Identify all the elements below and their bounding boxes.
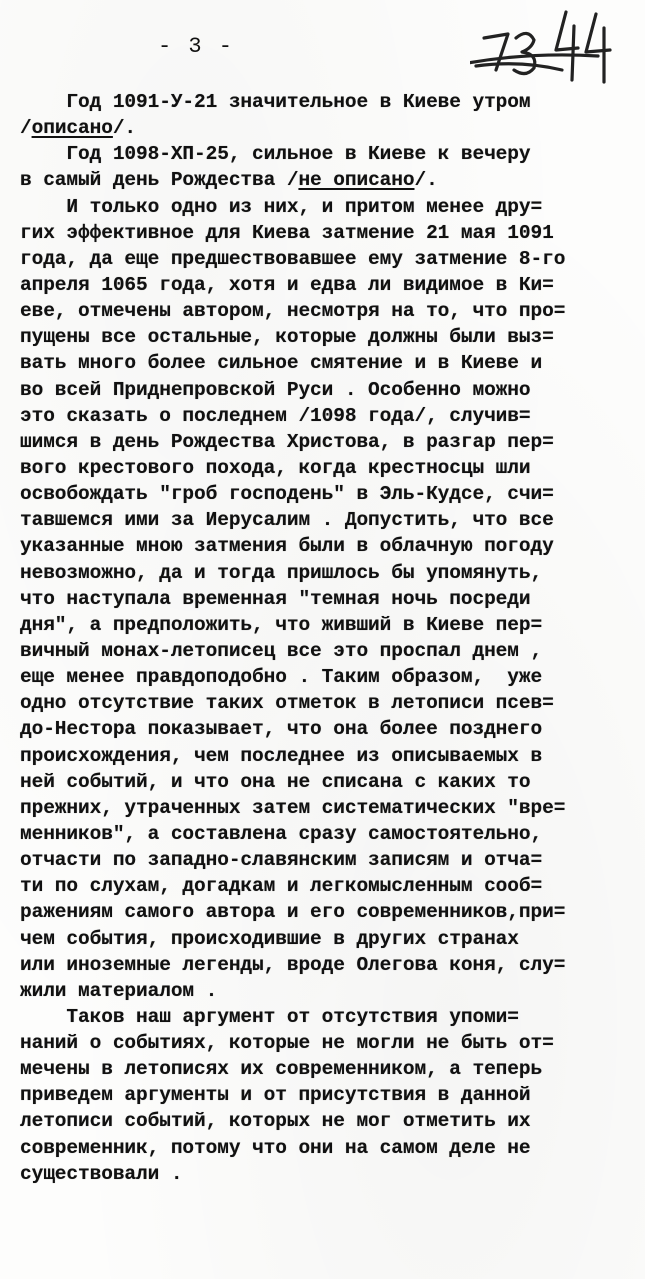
text-line-segment: происхождения, чем последнее из описываемых в bbox=[20, 744, 543, 767]
text-line-segment: Год 1098-ХП-25, сильное в Киеве к вечеру bbox=[20, 143, 531, 166]
text-line-segment: Таков наш аргумент от отсутствия упоми= bbox=[20, 1005, 519, 1028]
text-line-segment: летописи событий, которых не мог отметить их bbox=[20, 1110, 531, 1133]
text-line-segment: что наступала временная "темная ночь посреди bbox=[20, 587, 531, 610]
text-line bbox=[20, 350, 632, 376]
underlined-text: не описано bbox=[298, 169, 415, 192]
text-line bbox=[20, 821, 632, 847]
text-line-segment: одно отсутствие таких отметок в летописи псев= bbox=[20, 692, 554, 715]
text-line-segment: тавшемся ими за Иерусалим . Допустить, что все bbox=[20, 509, 554, 532]
text-line bbox=[20, 429, 632, 455]
text-line-segment: дня", а предположить, что живший в Киеве пер= bbox=[20, 613, 543, 636]
text-line bbox=[20, 141, 632, 167]
text-line bbox=[20, 115, 632, 141]
text-line bbox=[20, 194, 632, 220]
text-line bbox=[20, 455, 632, 481]
text-line-segment: до-Нестора показывает, что она более позднего bbox=[20, 718, 543, 741]
text-line-segment: еве, отмечены автором, несмотря на то, что про= bbox=[20, 300, 566, 323]
text-line bbox=[20, 89, 632, 115]
text-line-segment: вичный монах-летописец все это проспал днем , bbox=[20, 639, 543, 662]
text-line bbox=[20, 403, 632, 429]
text-line-segment: года, да еще предшествовавшее ему затмение 8-го bbox=[20, 247, 566, 270]
text-line bbox=[20, 612, 632, 638]
text-line bbox=[20, 795, 632, 821]
handwritten-page-mark bbox=[470, 8, 640, 98]
body-text bbox=[20, 89, 632, 1187]
text-line-segment: ней событий, и что она не списана с каких то bbox=[20, 770, 531, 793]
text-line bbox=[20, 246, 632, 272]
text-line bbox=[20, 690, 632, 716]
text-line bbox=[20, 873, 632, 899]
text-line-segment: указанные мною затмения были в облачную погоду bbox=[20, 535, 554, 558]
text-line-segment: мечены в летописях их современником, а теперь bbox=[20, 1058, 543, 1081]
text-line bbox=[20, 324, 632, 350]
text-line-segment: это сказать о последнем /1098 года/, случив= bbox=[20, 404, 531, 427]
text-line bbox=[20, 978, 632, 1004]
text-line-segment: или иноземные легенды, вроде Олегова коня, слу= bbox=[20, 953, 566, 976]
text-line-segment: ражениям самого автора и его современников,при= bbox=[20, 901, 566, 924]
text-line-segment: апреля 1065 года, хотя и едва ли видимое в Ки= bbox=[20, 273, 554, 296]
text-line bbox=[20, 716, 632, 742]
text-line-segment: менников", а составлена сразу самостоятельно, bbox=[20, 822, 543, 845]
text-line bbox=[20, 664, 632, 690]
text-line bbox=[20, 298, 632, 324]
text-line-segment: приведем аргументы и от присутствия в данной bbox=[20, 1084, 531, 1107]
text-line-segment: существовали . bbox=[20, 1162, 183, 1185]
text-line-segment: / bbox=[20, 117, 32, 140]
text-line-segment: /. bbox=[414, 169, 438, 192]
text-line-segment: шимся в день Рождества Христова, в разгар пер= bbox=[20, 430, 554, 453]
text-line-segment: современник, потому что они на самом деле не bbox=[20, 1136, 531, 1159]
text-line-segment: во всей Приднепровской Руси . Особенно можно bbox=[20, 378, 531, 401]
text-line bbox=[20, 1030, 632, 1056]
text-line-segment: прежних, утраченных затем систематических "вре= bbox=[20, 796, 566, 819]
text-line bbox=[20, 638, 632, 664]
text-line bbox=[20, 1056, 632, 1082]
text-line-segment: освобождать "гроб господень" в Эль-Кудсе, счи= bbox=[20, 483, 554, 506]
text-line-segment: ти по слухам, догадкам и легкомысленным сооб= bbox=[20, 875, 543, 898]
text-line bbox=[20, 847, 632, 873]
text-line-segment: гих эффективное для Киева затмение 21 мая 1091 bbox=[20, 221, 554, 244]
text-line bbox=[20, 533, 632, 559]
text-line-segment: жили материалом . bbox=[20, 979, 218, 1002]
text-line bbox=[20, 1108, 632, 1134]
text-line-segment: невозможно, да и тогда пришлось бы упомянуть, bbox=[20, 561, 543, 584]
text-line-segment: отчасти по западно-славянским записям и отча= bbox=[20, 849, 543, 872]
text-line-segment: пущены все остальные, которые должны были выз= bbox=[20, 326, 554, 349]
text-line-segment: И только одно из них, и притом менее дру= bbox=[20, 195, 543, 218]
underlined-text: описано bbox=[31, 117, 113, 140]
text-line bbox=[20, 952, 632, 978]
text-line bbox=[20, 1004, 632, 1030]
text-line bbox=[20, 507, 632, 533]
text-line bbox=[20, 769, 632, 795]
text-line-segment: вого крестового похода, когда крестносцы шли bbox=[20, 456, 531, 479]
text-line bbox=[20, 1135, 632, 1161]
text-line-segment: в самый день Рождества / bbox=[20, 169, 299, 192]
text-line-segment: наний о событиях, которые не могли не быть от= bbox=[20, 1032, 554, 1055]
text-line-segment: чем события, происходившие в других странах bbox=[20, 927, 519, 950]
text-line-segment: Год 1091-У-21 значительное в Киеве утром bbox=[20, 91, 531, 113]
text-line bbox=[20, 586, 632, 612]
text-line bbox=[20, 272, 632, 298]
text-line bbox=[20, 481, 632, 507]
text-line bbox=[20, 926, 632, 952]
text-line bbox=[20, 899, 632, 925]
text-line-segment: вать много более сильное смятение и в Киеве и bbox=[20, 352, 543, 375]
text-line-segment: /. bbox=[112, 117, 137, 140]
text-line bbox=[20, 1082, 632, 1108]
page-number: - 3 - bbox=[158, 34, 235, 59]
text-line bbox=[20, 377, 632, 403]
text-line-segment: еще менее правдоподобно . Таким образом, уже bbox=[20, 666, 543, 689]
text-line bbox=[20, 167, 632, 193]
text-line bbox=[20, 220, 632, 246]
text-line bbox=[20, 1161, 632, 1187]
text-line bbox=[20, 560, 632, 586]
text-line bbox=[20, 743, 632, 769]
